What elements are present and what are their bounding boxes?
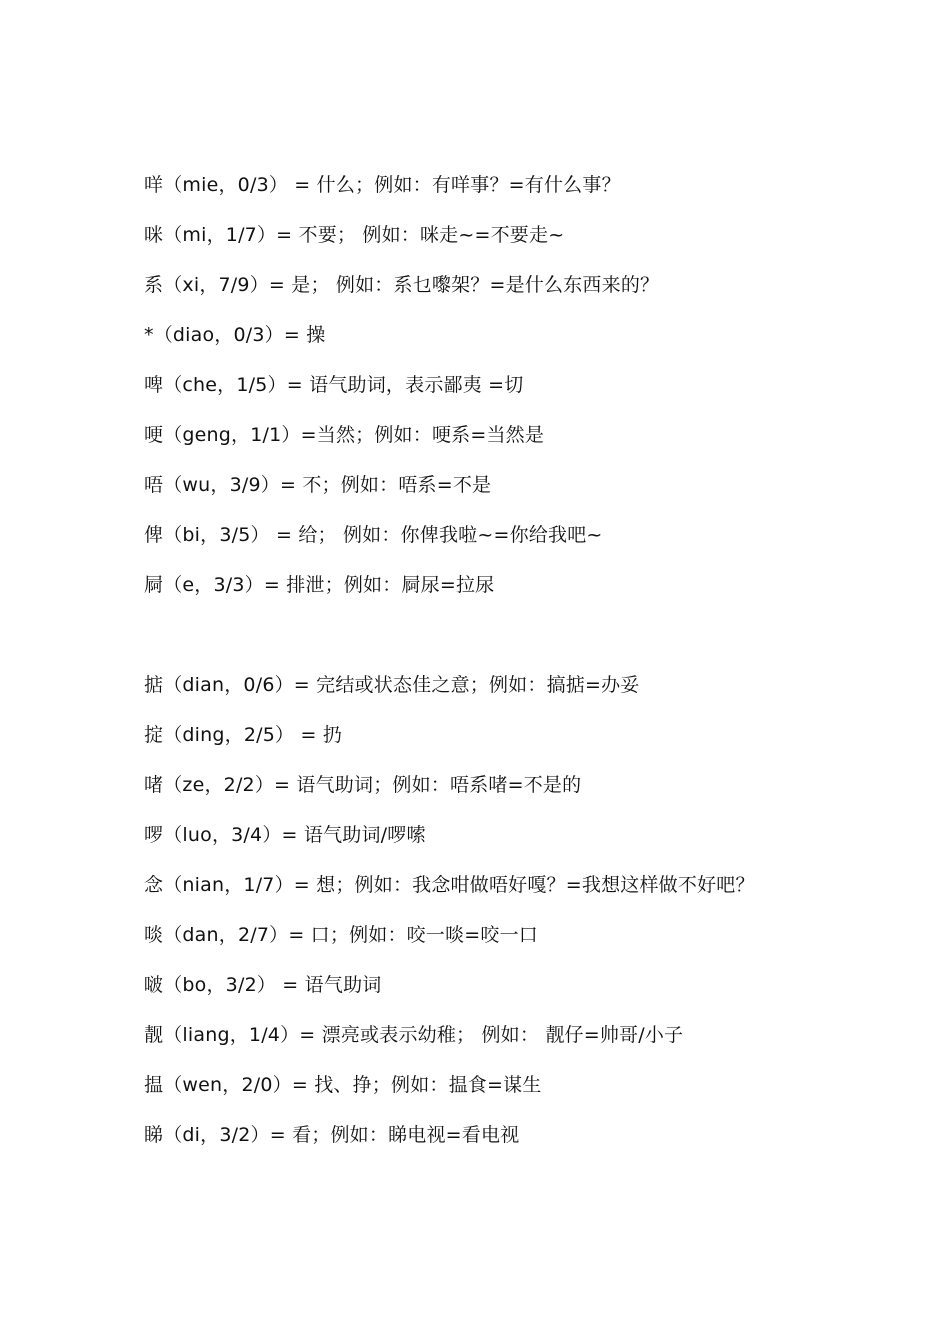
entry-bi: 俾（bi，3/5） = 给； 例如：你俾我啦~=你给我吧~ (144, 524, 603, 546)
entry-nian: 念（nian，1/7）= 想；例如：我念咁做唔好嘎？=我想这样做不好吧？ (144, 874, 755, 896)
section-gap (144, 610, 924, 660)
entry-xi: 系（xi，7/9）= 是； 例如：系乜嚟架？=是什么东西来的？ (144, 274, 660, 296)
entry-wu: 唔（wu，3/9）= 不；例如：唔系=不是 (144, 474, 492, 496)
entry-che: 啤（che，1/5）= 语气助词，表示鄙夷 =切 (144, 374, 524, 396)
entry-di: 睇（di，3/2）= 看；例如：睇电视=看电视 (144, 1124, 520, 1146)
entry-wen: 揾（wen，2/0）= 找、挣；例如：揾食=谋生 (144, 1074, 542, 1096)
entry-ding: 掟（ding，2/5） = 扔 (144, 724, 343, 746)
entry-mie: 咩（mie，0/3） = 什么；例如：有咩事？=有什么事？ (144, 174, 621, 196)
entry-dan: 啖（dan，2/7）= 口；例如：咬一啖=咬一口 (144, 924, 539, 946)
entry-liang: 靓（liang，1/4）= 漂亮或表示幼稚； 例如： 靓仔=帅哥/小子 (144, 1024, 684, 1046)
entry-luo: 啰（luo，3/4）= 语气助词/啰嗦 (144, 824, 426, 846)
entry-mi: 咪（mi，1/7）= 不要； 例如：咪走~=不要走~ (144, 224, 565, 246)
entry-ze: 啫（ze，2/2）= 语气助词；例如：唔系啫=不是的 (144, 774, 582, 796)
entry-e: 屙（e，3/3）= 排泄；例如：屙尿=拉尿 (144, 574, 495, 596)
entry-diao: *（diao，0/3）= 操 (144, 324, 326, 346)
entry-bo: 啵（bo，3/2） = 语气助词 (144, 974, 382, 996)
entry-dian: 掂（dian，0/6）= 完结或状态佳之意；例如：搞掂=办妥 (144, 674, 640, 696)
entry-list (144, 160, 924, 1160)
entry-geng: 哽（geng，1/1）=当然；例如：哽系=当然是 (144, 424, 545, 446)
